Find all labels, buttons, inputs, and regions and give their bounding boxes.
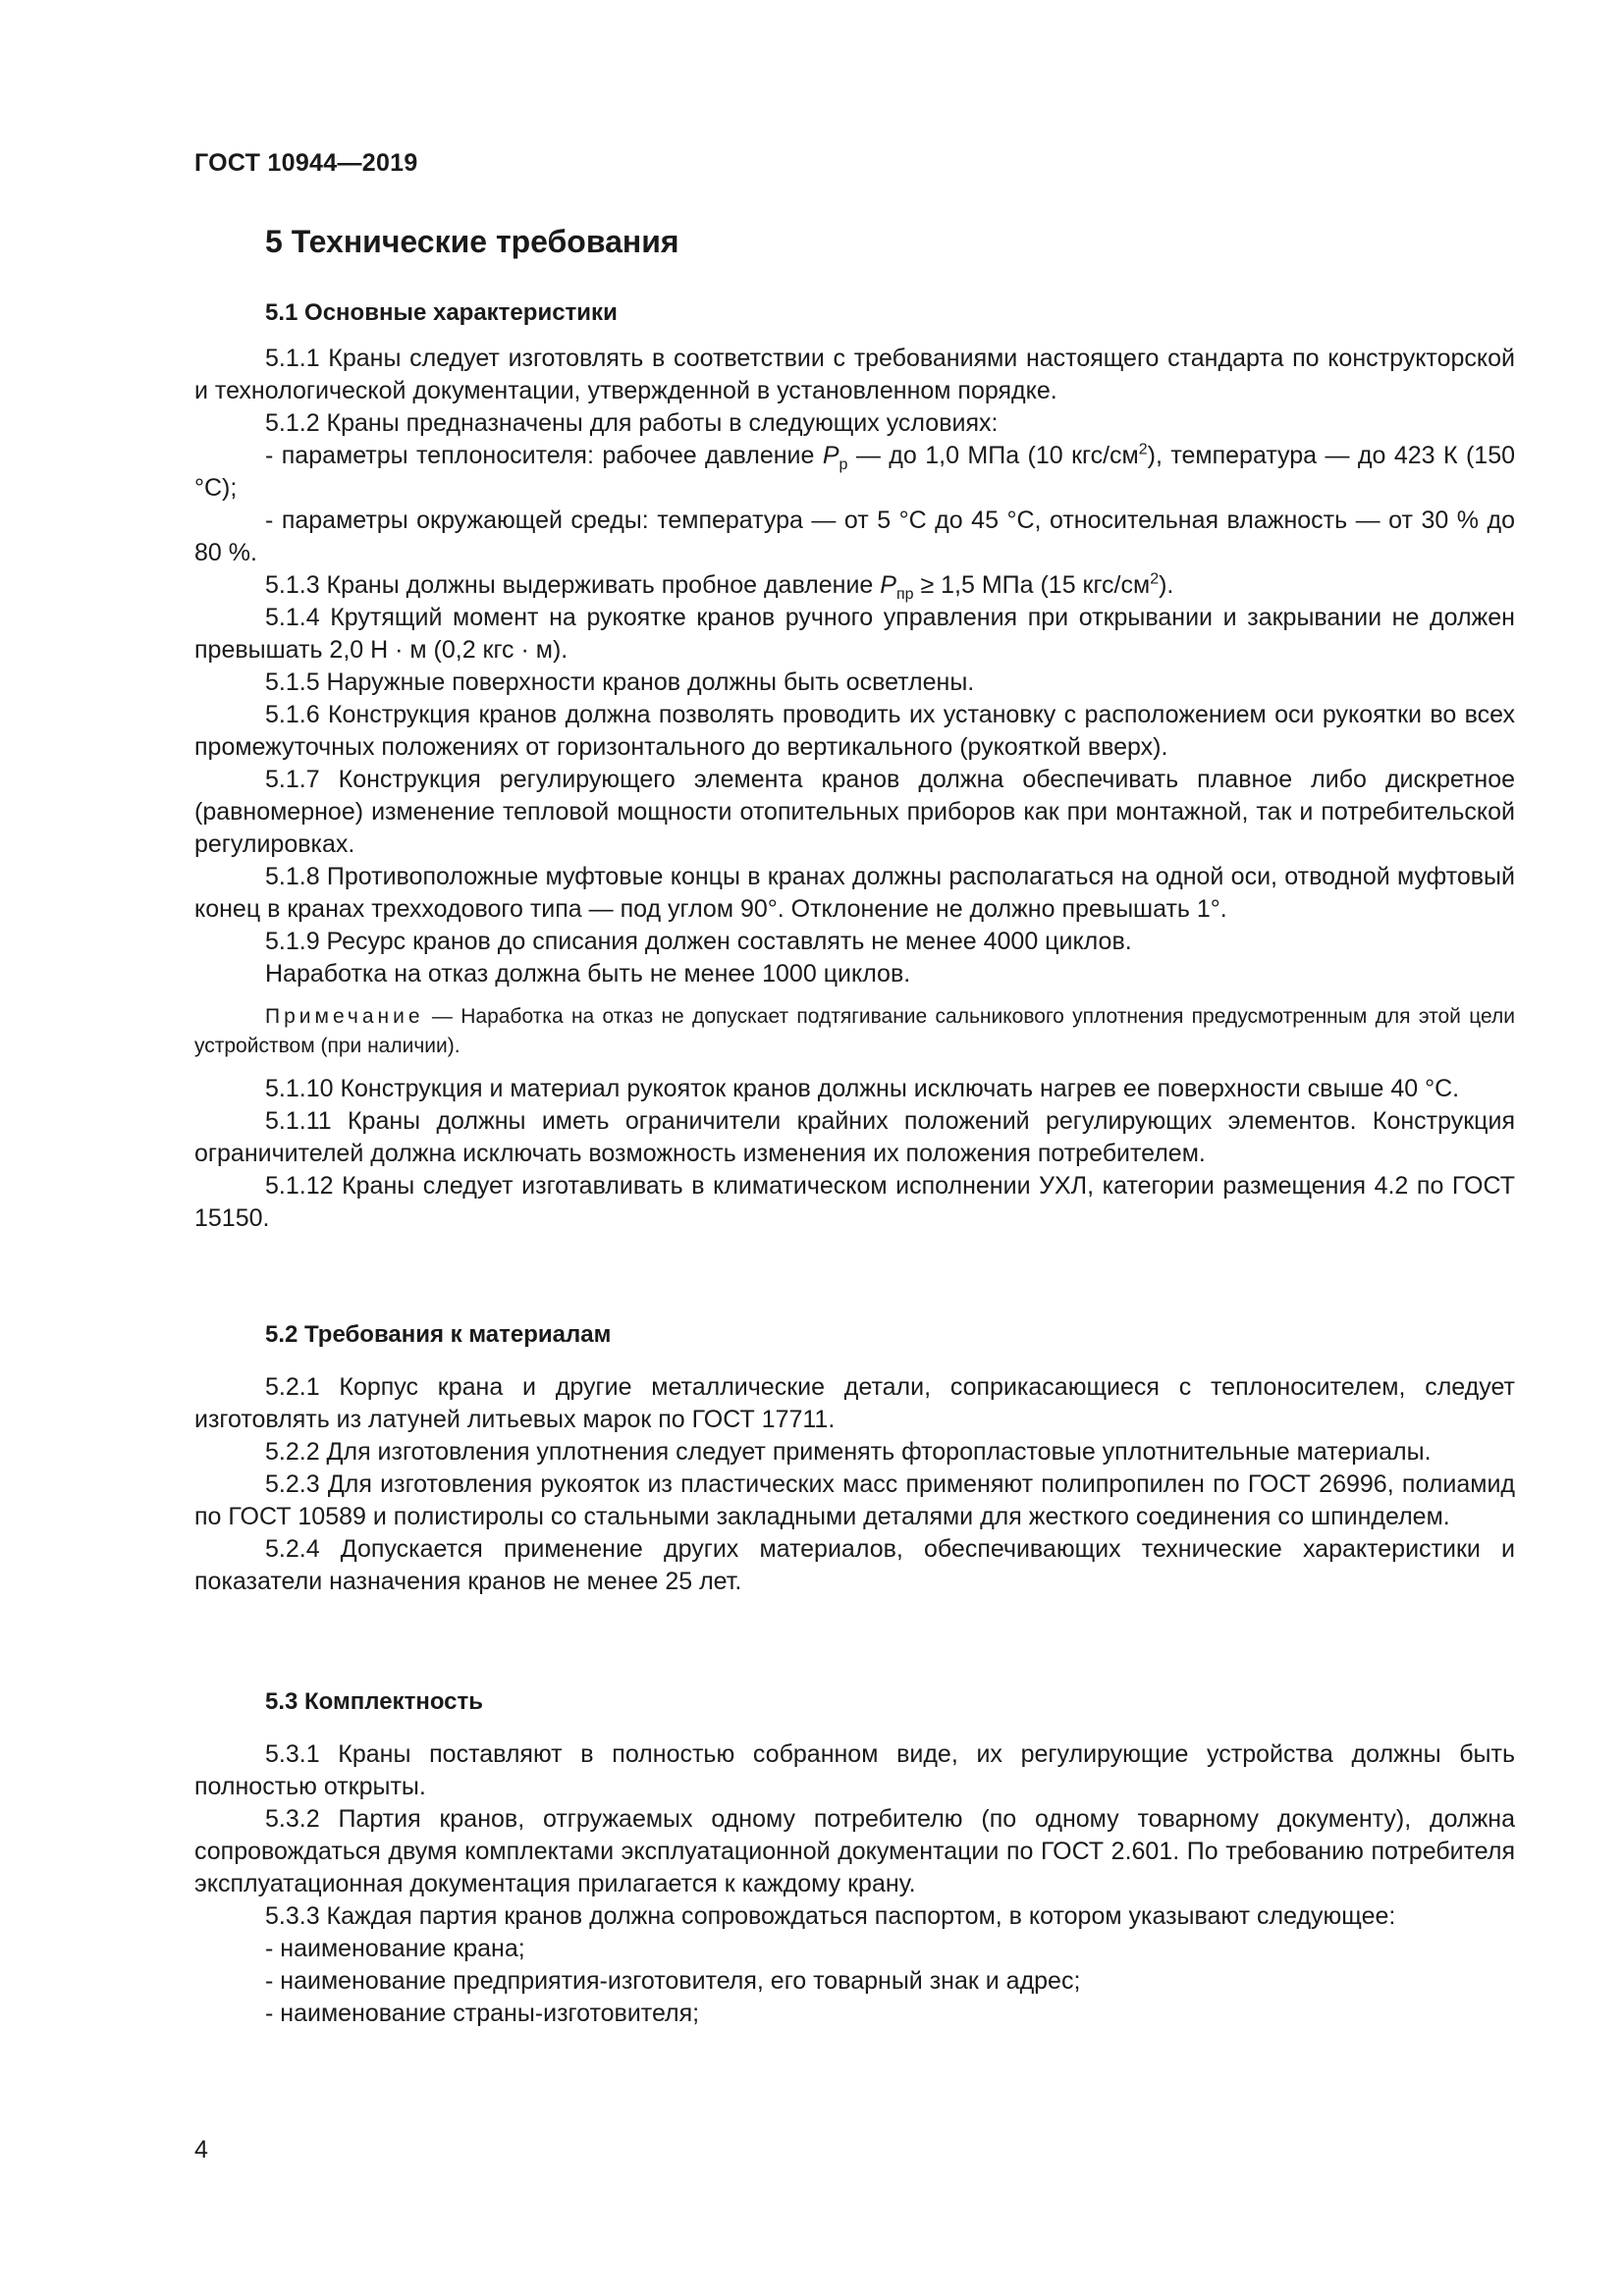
paragraph-5-1-3: 5.1.3 Краны должны выдерживать пробное давление $P_{пр} \ge 1,5$ МПа (15 кгс/$см^2$). <box>265 570 1174 603</box>
paragraph-5-3-3: 5.3.3 Каждая партия кранов должна сопровождаться паспортом, в котором указывают следующее: <box>265 1902 1396 1930</box>
paragraph-5-2-2: 5.2.2 Для изготовления уплотнения следует применять фторопластовые уплотнительные материалы. <box>265 1438 1432 1466</box>
paragraph-5-1-12: 5.1.12 Краны следует изготавливать в климатическом исполнении УХЛ, категории размещения 4.2 по ГОСТ 15150. <box>194 1172 1515 1232</box>
paragraph-5-1-4: 5.1.4 Крутящий момент на рукоятке кранов ручного управления при открывании и закрывании не должен превышать 2,0 Н · м (0,2 кгс · м). <box>194 604 1515 664</box>
paragraph-5-2-3: 5.2.3 Для изготовления рукояток из пластических масс применяют полипропилен по ГОСТ 26996, полиамид по ГОСТ 10589 и полистиролы со стальными закладными деталями для жесткого соединения со шпинделем. <box>194 1470 1515 1530</box>
paragraph-5-1-1: 5.1.1 Краны следует изготовлять в соответствии с требованиями настоящего стандарта по конструкторской и технологической документации, утвержденной в установленном порядке. <box>194 345 1515 404</box>
note-label: Примечание <box>265 1005 424 1028</box>
page-number: 4 <box>194 2136 208 2163</box>
note <box>194 1002 1515 1061</box>
paragraph-5-1-2-item-coolant: - параметры теплоносителя: рабочее давление $P_р$ — до 1,0 МПа (10 кгс/$см^2$), температура — до 423 К (150 °С); <box>194 441 1516 502</box>
paragraph-5-3-1: 5.3.1 Краны поставляют в полностью собранном виде, их регулирующие устройства должны быть полностью открыты. <box>194 1740 1515 1800</box>
paragraph-5-1-11: 5.1.11 Краны должны иметь ограничители крайних положений регулирующих элементов. Конструкция ограничителей должна исключать возможность изменения их положения потребителем. <box>194 1107 1515 1167</box>
paragraph-5-1-6: 5.1.6 Конструкция кранов должна позволять проводить их установку с расположением оси рукоятки во всех промежуточных положениях от горизонтального до вертикального (рукояткой вверх). <box>194 701 1515 761</box>
subsection-title-5-2: 5.2 Требования к материалам <box>265 1321 612 1348</box>
paragraph-5-1-5: 5.1.5 Наружные поверхности кранов должны быть осветлены. <box>265 668 975 696</box>
paragraph-5-2-4: 5.2.4 Допускается применение других материалов, обеспечивающих технические характеристики и показатели назначения кранов не менее 25 лет. <box>194 1535 1515 1595</box>
section-5-3-body <box>194 1738 1515 2030</box>
paragraph-5-2-1: 5.2.1 Корпус крана и другие металлические детали, соприкасающиеся с теплоносителем, следует изготовлять из латуней литьевых марок по ГОСТ 17711. <box>194 1373 1515 1433</box>
list-item: - наименование крана; <box>265 1935 525 1962</box>
section-title: 5 Технические требования <box>265 224 679 259</box>
paragraph-5-1-2-item-environment: - параметры окружающей среды: температура — от 5 °С до 45 °С, относительная влажность — от 30 % до 80 %. <box>194 507 1515 566</box>
paragraph-5-1-2: 5.1.2 Краны предназначены для работы в следующих условиях: <box>265 409 999 437</box>
paragraph-5-1-7: 5.1.7 Конструкция регулирующего элемента кранов должна обеспечивать плавное либо дискретное (равномерное) изменение тепловой мощности отопительных приборов как при монтажной, так и потребительской регулировках. <box>194 766 1515 858</box>
subsection-title-5-1: 5.1 Основные характеристики <box>265 299 618 326</box>
list-item: - наименование предприятия-изготовителя, его товарный знак и адрес; <box>265 1967 1081 1995</box>
paragraph-5-1-9-mtbf: Наработка на отказ должна быть не менее 1000 циклов. <box>265 960 911 988</box>
note-text: — Наработка на отказ не допускает подтягивание сальникового уплотнения предусмотренным для этой цели устройством (при наличии). <box>194 1005 1515 1057</box>
list-item: - наименование страны-изготовителя; <box>265 2000 700 2027</box>
paragraph-5-1-10: 5.1.10 Конструкция и материал рукояток кранов должны исключать нагрев ее поверхности свыше 40 °С. <box>265 1075 1460 1102</box>
paragraph-5-1-9: 5.1.9 Ресурс кранов до списания должен составлять не менее 4000 циклов. <box>265 928 1132 955</box>
paragraph-5-3-2: 5.3.2 Партия кранов, отгружаемых одному потребителю (по одному товарному документу), должна сопровождаться двумя комплектами эксплуатационной документации по ГОСТ 2.601. По требованию потребителя эксплуатационная документация прилагается к каждому крану. <box>194 1805 1515 1897</box>
section-5-1-body <box>194 343 1515 1235</box>
subsection-title-5-3: 5.3 Комплектность <box>265 1688 484 1715</box>
section-5-2-body <box>194 1371 1515 1598</box>
document-header-id: ГОСТ 10944—2019 <box>194 149 418 177</box>
paragraph-5-1-8: 5.1.8 Противоположные муфтовые концы в кранах должны располагаться на одной оси, отводной муфтовый конец в кранах трехходового типа — под углом 90°. Отклонение не должно превышать 1°. <box>194 863 1515 923</box>
